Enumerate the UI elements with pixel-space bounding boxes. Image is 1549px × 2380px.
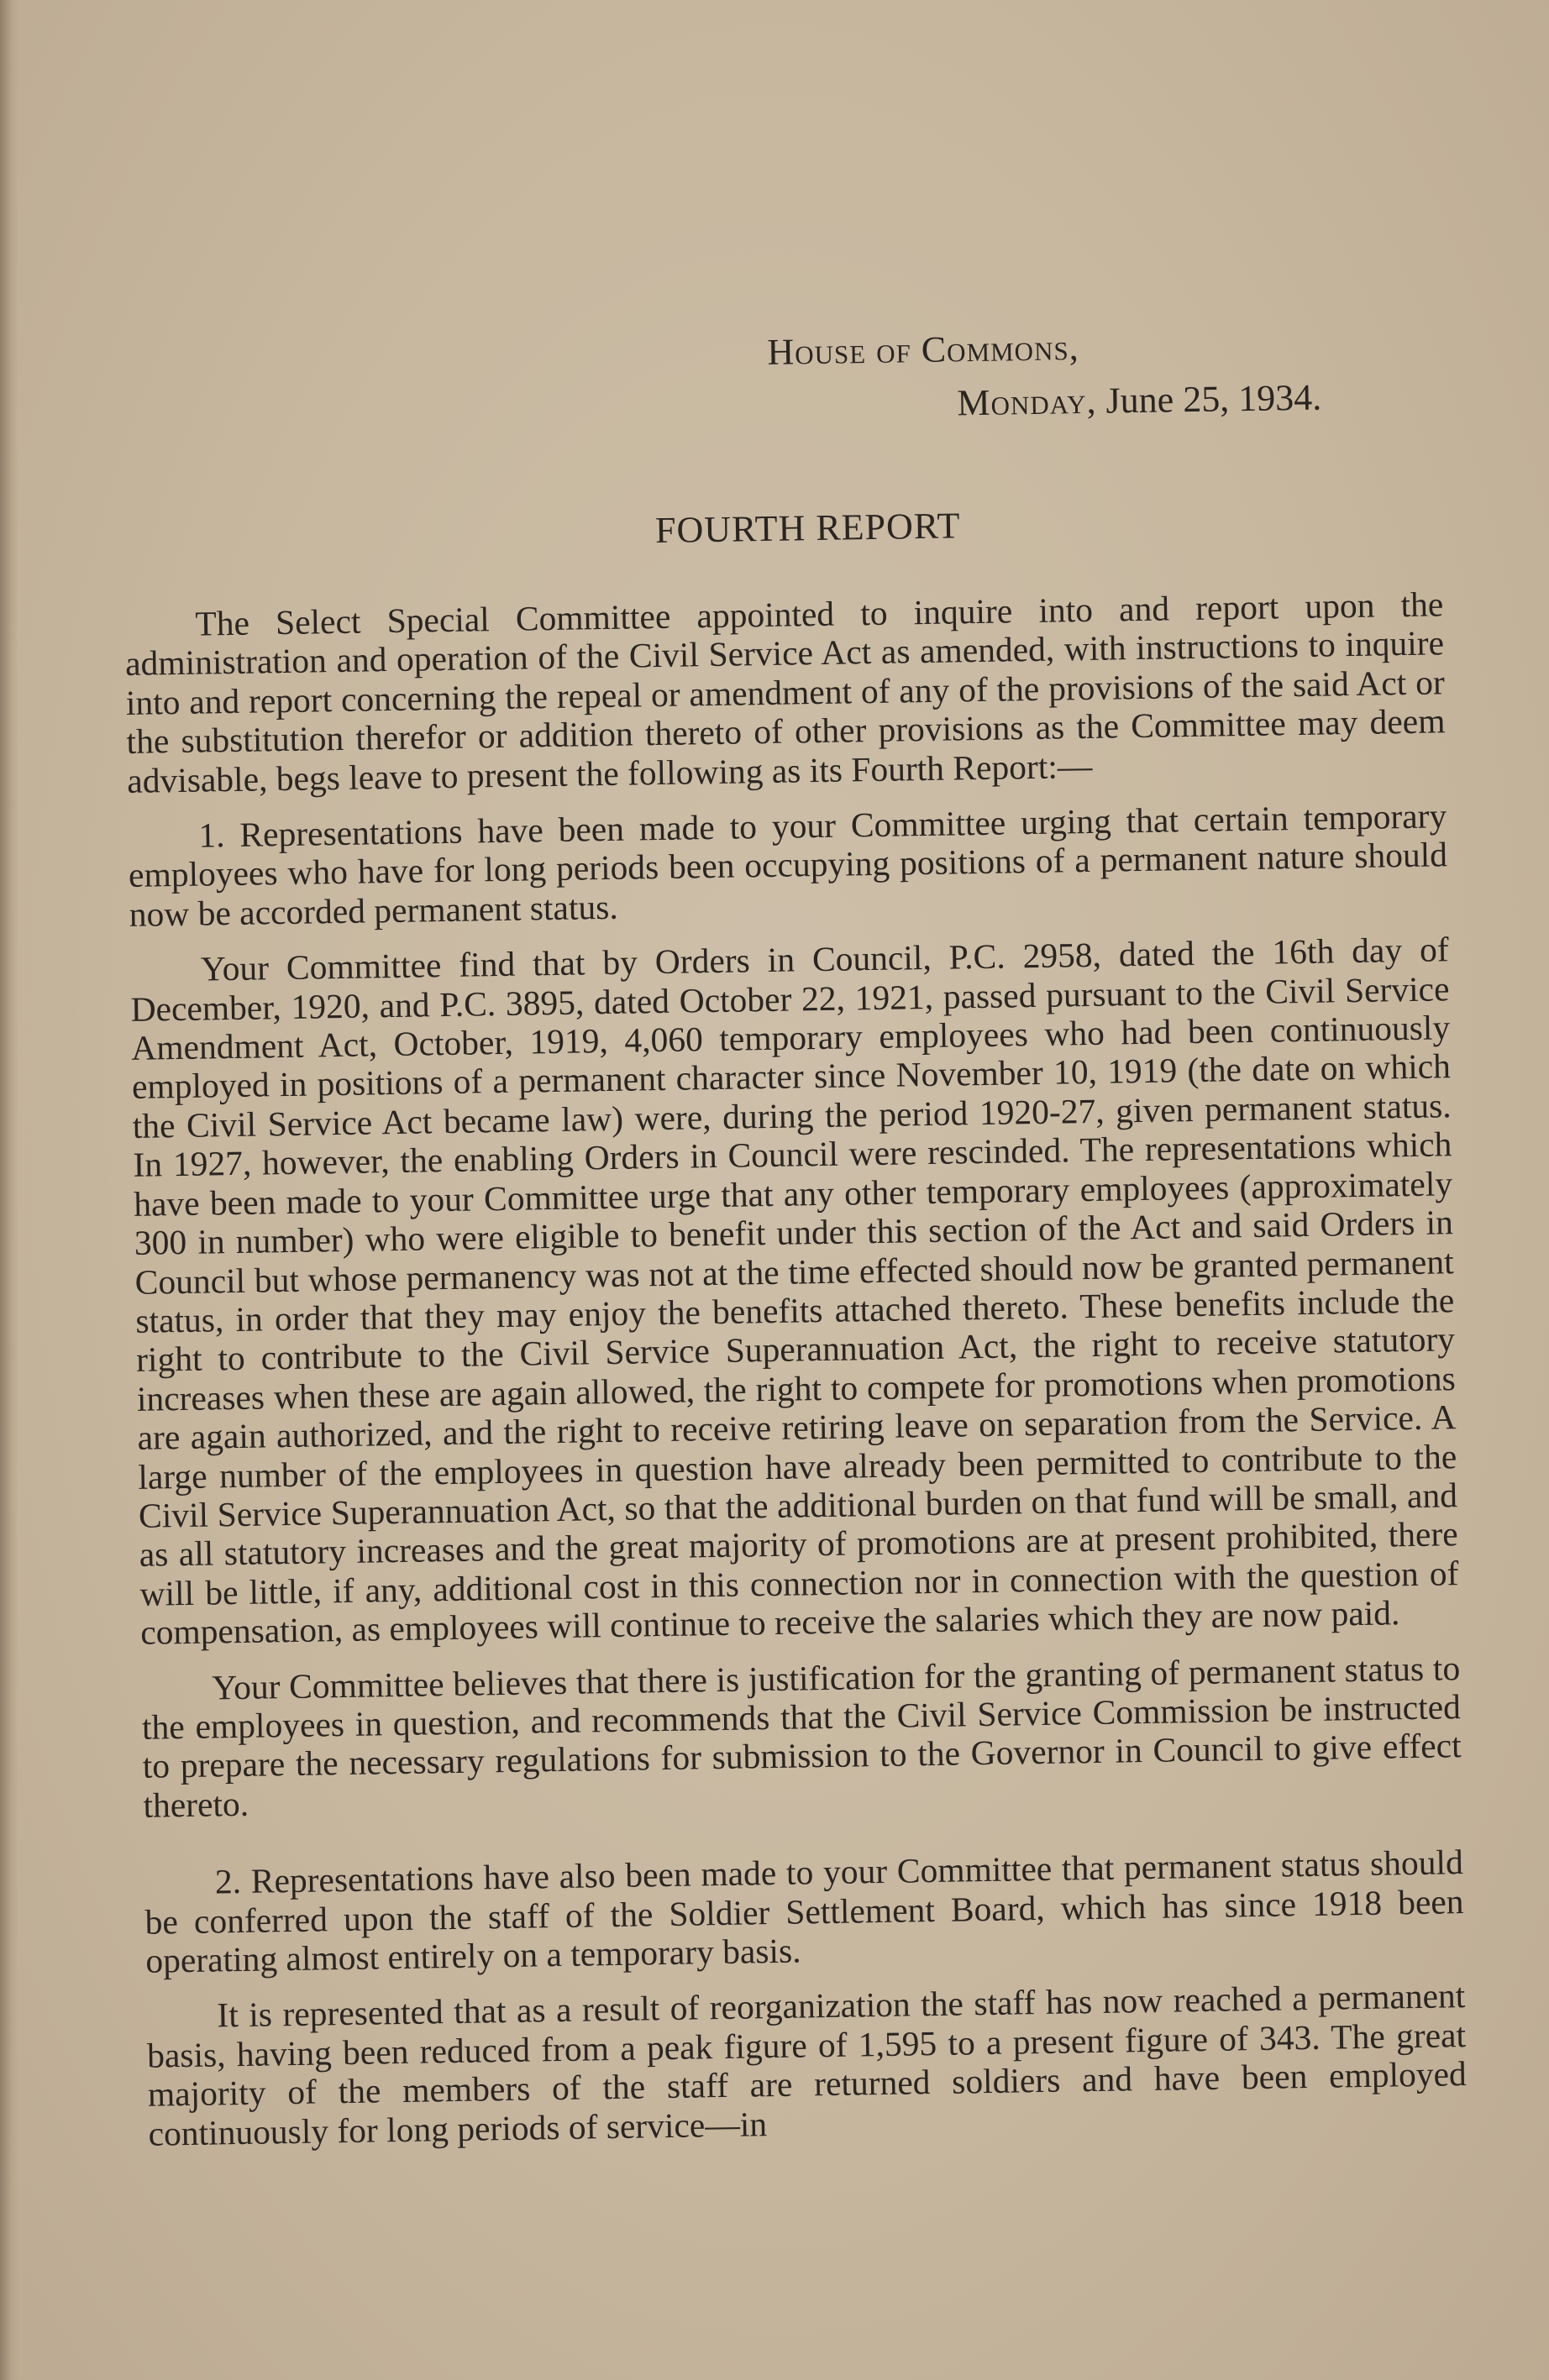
report-title: FOURTH REPORT — [654, 505, 961, 552]
section-1-paragraph: 1. Representations have been made to your Committee urging that certain temporary employees who have for long periods been occupying positions of a permanent nature should now be accorded permanent status. — [128, 796, 1448, 934]
section-1-findings-paragraph: Your Committee find that by Orders in Council, P.C. 2958, dated the 16th day of December, 1920, and P.C. 3895, dated October 22, 1921, passed pursuant to the Civil Service Amendment Act, October, 1919, 4,060 temporary employees who had been continuously employed in positions of a permanent character since November 10, 1919 (the date on which the Civil Service Act became law) were, during the period 1920-27, given permanent status. In 1927, however, the enabling Orders in Council were rescinded. The representations which have been made to your Committee urge that any other temporary employees (approximately 300 in number) who were eligible to benefit under this section of the Act and said Orders in Council but whose permanency was not at the time effected should now be granted permanent status, in order that they may enjoy the benefits attached thereto. These benefits include the right to contribute to the Civil Service Superannuation Act, the right to receive statutory increases when these are again allowed, the right to compete for promotions when promotions are again authorized, and the right to receive retiring leave on separation from the Service. A large number of the employees in question have already been permitted to contribute to the Civil Service Superannuation Act, so that the additional burden on that fund will be small, and as all statutory increases and the great majority of promotions are at present prohibited, there will be little, if any, additional cost in this connection nor in connection with the question of compensation, as employees will continue to receive the salaries which they are now paid. — [130, 930, 1459, 1652]
section-2-paragraph: 2. Representations have also been made to your Committee that permanent status should be conferred upon the staff of the Soldier Settlement Board, which has since 1918 been operating almost entirely on a temporary basis. — [144, 1843, 1464, 1980]
section-1-recommendation-paragraph: Your Committee believes that there is justification for the granting of permanent status to the employees in question, and recommends that the Civil Service Commission be instructed to prepare the necessary regulations for submission to the Governor in Council to give effect thereto. — [141, 1648, 1462, 1825]
report-date-line — [957, 369, 1441, 430]
report-day: Monday, — [956, 380, 1097, 424]
intro-paragraph: The Select Special Committee appointed to inquire into and report upon the administration and operation of the Civil Service Act as amended, with instructions to inquire into and report concerning the repeal or amendment of any of the provisions of the said Act or the substitution therefor or addition thereto of other provisions as the Committee may deem advisable, begs leave to present the following as its Fourth Report:— — [124, 585, 1446, 800]
house-of-commons-label: House of Commons, — [767, 327, 1079, 373]
section-2-details-paragraph: It is represented that as a result of reorganization the staff has now reached a permanent basis, having been reduced from a peak figure of 1,595 to a present figure of 343. The great majority of the members of the staff are returned soldiers and have been employed continuously for long periods of service—in — [146, 1976, 1468, 2153]
report-body — [120, 315, 1468, 2152]
report-heading — [767, 315, 1441, 433]
report-date: June 25, 1934. — [1105, 376, 1322, 422]
